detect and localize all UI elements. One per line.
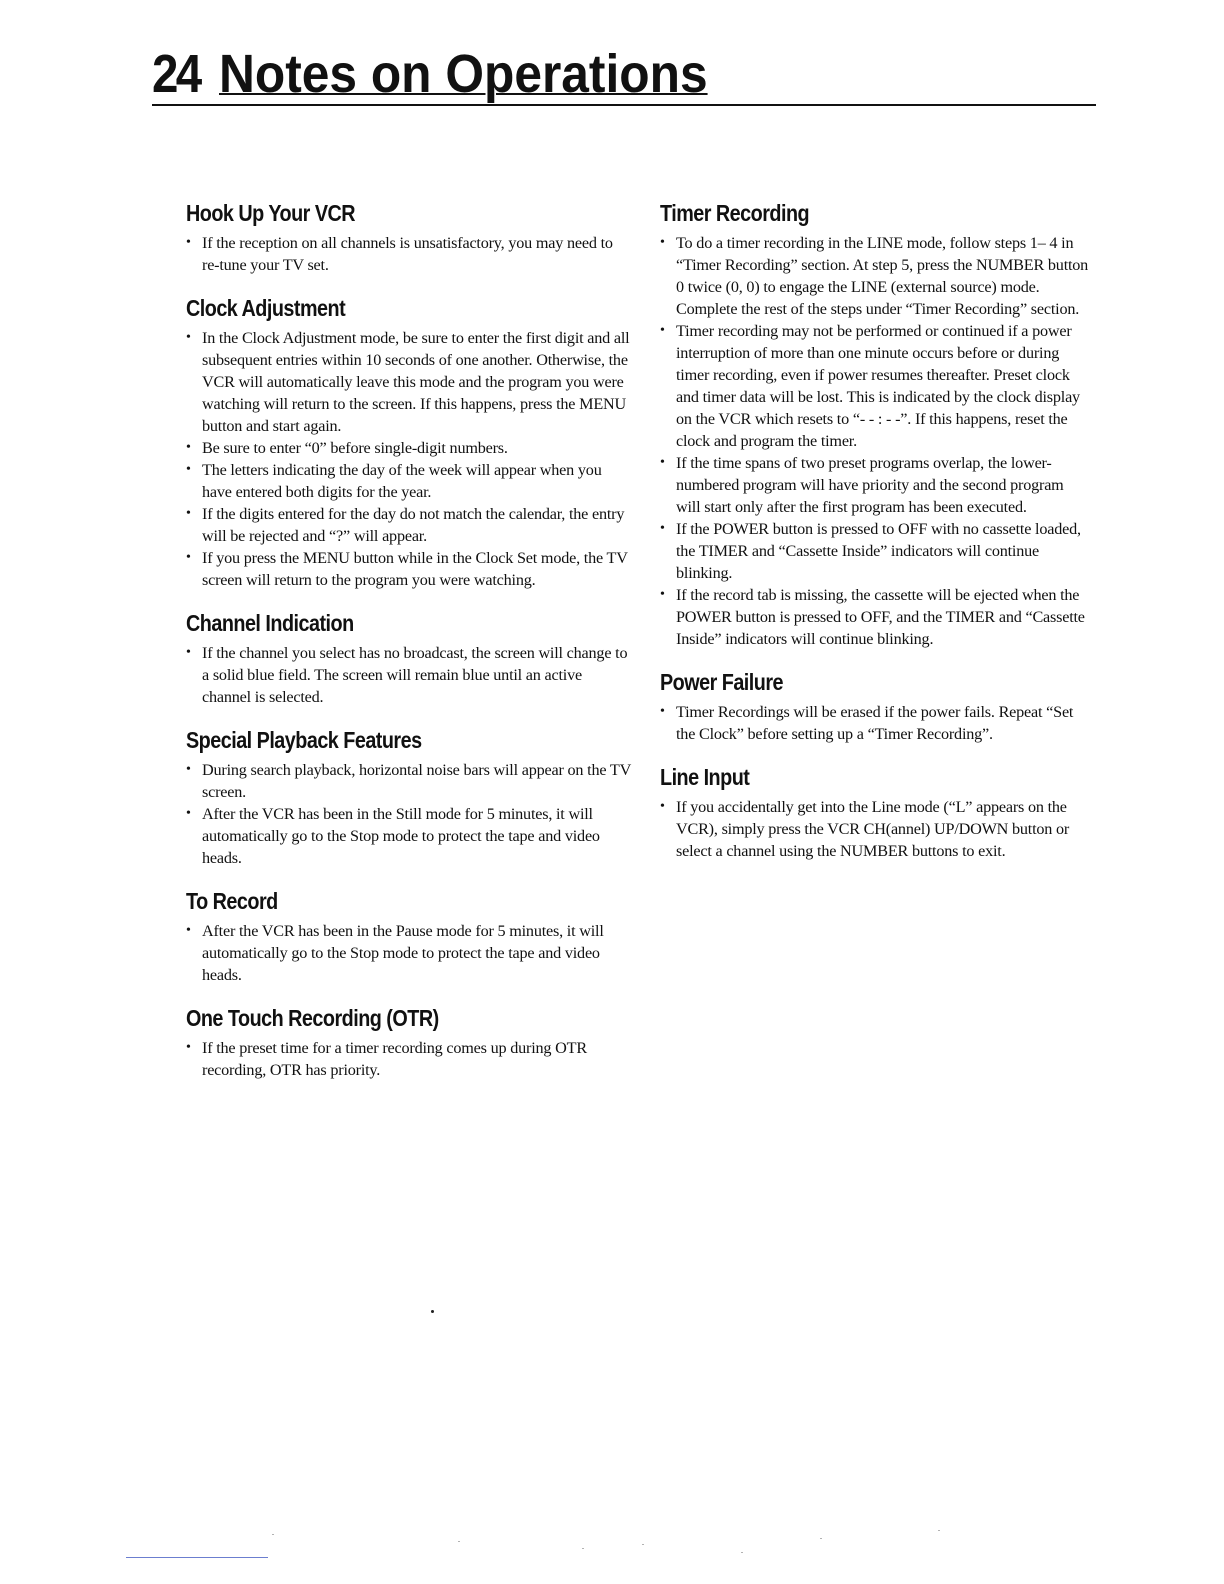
section-heading: To Record	[186, 888, 278, 914]
list-item: • If the reception on all channels is unsatisfactory, you may need to re-tune your TV set.	[186, 232, 632, 276]
page-title: Notes on Operations	[219, 44, 708, 104]
list-item: • After the VCR has been in the Pause mode for 5 minutes, it will automatically go to the Stop mode to protect the tape and video heads.	[186, 920, 632, 986]
scan-speck	[642, 1544, 644, 1545]
list-item: • The letters indicating the day of the week will appear when you have entered both digits for the year.	[186, 459, 632, 503]
list-item: • If you accidentally get into the Line mode (“L” appears on the VCR), simply press the VCR CH(annel) UP/DOWN button or select a channel using the NUMBER buttons to exit.	[660, 796, 1090, 862]
section-heading: One Touch Recording (OTR)	[186, 1005, 439, 1031]
section-heading: Channel Indication	[186, 610, 354, 636]
bullet-list	[660, 701, 1090, 745]
section-to-record	[186, 886, 632, 986]
section-heading: Timer Recording	[660, 200, 810, 226]
section-line-input	[660, 762, 1090, 862]
bullet-list	[186, 232, 632, 276]
list-item: • During search playback, horizontal noise bars will appear on the TV screen.	[186, 759, 632, 803]
list-item: • Be sure to enter “0” before single-digit numbers.	[186, 437, 632, 459]
list-item: • If you press the MENU button while in the Clock Set mode, the TV screen will return to the program you were watching.	[186, 547, 632, 591]
bullet-list	[660, 796, 1090, 862]
left-column	[186, 198, 632, 1098]
scan-speck	[741, 1552, 743, 1553]
section-hook-up-your-vcr	[186, 198, 632, 276]
section-heading: Power Failure	[660, 669, 784, 695]
list-item: • If the preset time for a timer recording comes up during OTR recording, OTR has priority.	[186, 1037, 632, 1081]
section-timer-recording	[660, 198, 1090, 650]
section-one-touch-recording	[186, 1003, 632, 1081]
bullet-list	[186, 759, 632, 869]
section-power-failure	[660, 667, 1090, 745]
list-item: • After the VCR has been in the Still mode for 5 minutes, it will automatically go to the Stop mode to protect the tape and video heads.	[186, 803, 632, 869]
scan-speck	[820, 1538, 822, 1539]
bullet-list	[186, 642, 632, 708]
list-item: • If the digits entered for the day do not match the calendar, the entry will be rejected and “?” will appear.	[186, 503, 632, 547]
page-number: 24	[152, 44, 200, 104]
list-item: • In the Clock Adjustment mode, be sure to enter the first digit and all subsequent entries within 10 seconds of one another. Otherwise, the VCR will automatically leave this mode and the program you were watching will return to the screen. If this happens, press the MENU button and start again.	[186, 327, 632, 437]
list-item: • If the record tab is missing, the cassette will be ejected when the POWER button is pressed to OFF, and the TIMER and “Cassette Inside” indicators will continue blinking.	[660, 584, 1090, 650]
section-special-playback-features	[186, 725, 632, 869]
scan-speck	[582, 1548, 584, 1549]
list-item: • If the time spans of two preset programs overlap, the lower-numbered program will have priority and the second program will start only after the first program has been executed.	[660, 452, 1090, 518]
page-header	[152, 44, 1096, 106]
section-heading: Special Playback Features	[186, 727, 422, 753]
list-item: • Timer recording may not be performed or continued if a power interruption of more than one minute occurs before or during timer recording, even if power resumes thereafter. Preset clock and timer data will be lost. This is indicated by the clock display on the VCR which resets to “- - : - -”. If this happens, reset the clock and program the timer.	[660, 320, 1090, 452]
section-heading: Hook Up Your VCR	[186, 200, 356, 226]
bullet-list	[186, 327, 632, 591]
right-column	[660, 198, 1090, 879]
stray-dot	[431, 1310, 434, 1313]
section-clock-adjustment	[186, 293, 632, 591]
footer-rule	[126, 1557, 268, 1558]
section-channel-indication	[186, 608, 632, 708]
bullet-list	[186, 920, 632, 986]
list-item: • If the channel you select has no broadcast, the screen will change to a solid blue field. The screen will remain blue until an active channel is selected.	[186, 642, 632, 708]
scan-speck	[938, 1530, 940, 1531]
bullet-list	[186, 1037, 632, 1081]
bullet-list	[660, 232, 1090, 650]
scan-speck	[458, 1541, 460, 1542]
list-item: • To do a timer recording in the LINE mode, follow steps 1– 4 in “Timer Recording” section. At step 5, press the NUMBER button 0 twice (0, 0) to engage the LINE (external source) mode. Complete the rest of the steps under “Timer Recording” section.	[660, 232, 1090, 320]
scan-speck	[272, 1534, 274, 1535]
list-item: • If the POWER button is pressed to OFF with no cassette loaded, the TIMER and “Cassette Inside” indicators will continue blinking.	[660, 518, 1090, 584]
list-item: • Timer Recordings will be erased if the power fails. Repeat “Set the Clock” before setting up a “Timer Recording”.	[660, 701, 1090, 745]
section-heading: Line Input	[660, 764, 750, 790]
section-heading: Clock Adjustment	[186, 295, 346, 321]
